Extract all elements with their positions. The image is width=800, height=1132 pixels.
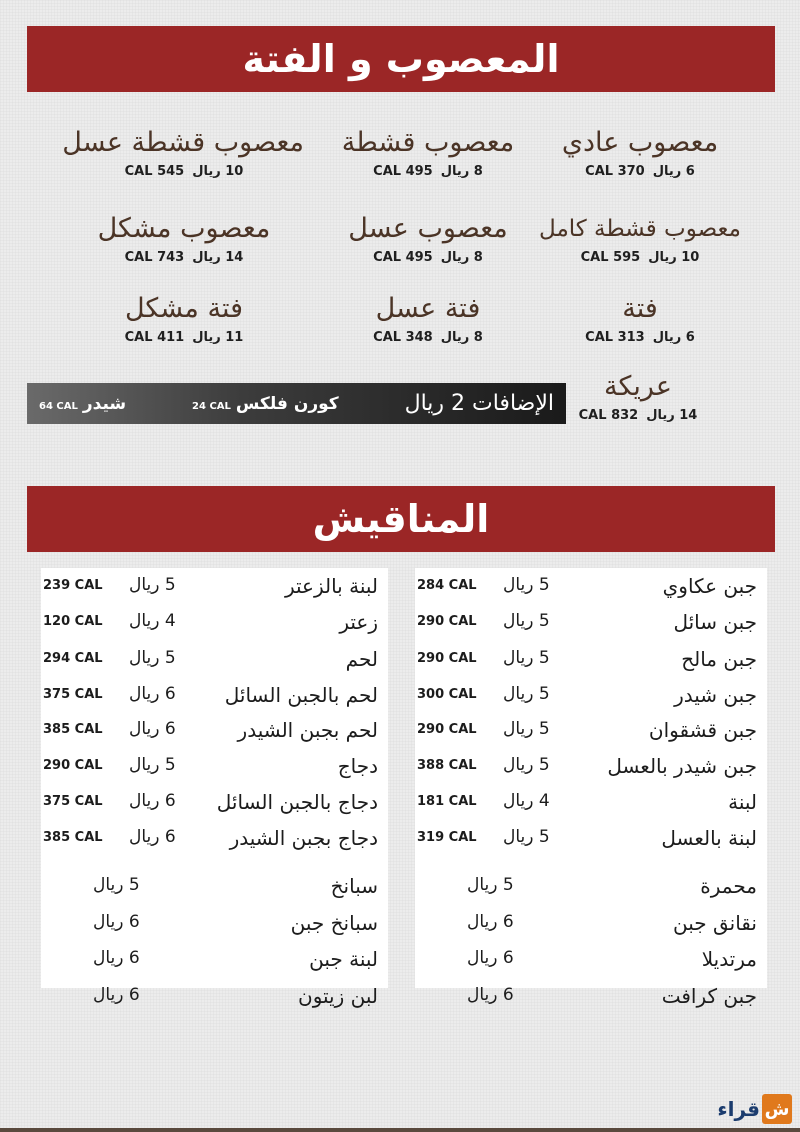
- item-price: 11 ريال: [192, 330, 244, 345]
- item-price: 14 ريال: [192, 250, 244, 265]
- item-calories: 290 CAL: [43, 758, 103, 773]
- item-price: 8 ريال: [440, 330, 483, 345]
- manakish-right-panel: [415, 568, 767, 1008]
- addon-calories: 64 CAL: [39, 400, 78, 412]
- menu-row: [41, 947, 388, 973]
- item-calories: 300 CAL: [417, 687, 477, 702]
- item-price: 6 ريال: [93, 948, 140, 968]
- item-price: 6 ريال: [129, 827, 176, 847]
- item-calories: 388 CAL: [417, 758, 477, 773]
- item-name: معصوب مشكل: [97, 213, 271, 244]
- manakish-left-panel: [41, 568, 388, 1008]
- item-name: فتة: [622, 293, 658, 324]
- menu-row: [415, 754, 767, 780]
- menu-row: [41, 718, 388, 744]
- item-price: 8 ريال: [440, 164, 483, 179]
- item-price: 5 ريال: [467, 875, 514, 895]
- item-name: لحم بالجبن السائل: [224, 683, 378, 707]
- item-calories: 411 CAL: [124, 330, 185, 345]
- item-calories: 375 CAL: [43, 687, 103, 702]
- section-title: المناقيش: [312, 497, 490, 541]
- item-calories: 284 CAL: [417, 578, 477, 593]
- item-calories: 319 CAL: [417, 830, 477, 845]
- item-price: 5 ريال: [503, 648, 550, 668]
- menu-row: [415, 874, 767, 900]
- item-calories: 181 CAL: [417, 794, 477, 809]
- item-calories: 832 CAL: [578, 408, 639, 423]
- item-calories: 120 CAL: [43, 614, 103, 629]
- menu-row: [41, 647, 388, 673]
- item-price: 10 ريال: [648, 250, 700, 265]
- item-price: 5 ريال: [503, 719, 550, 739]
- item-price: 14 ريال: [646, 408, 698, 423]
- item-price: 6 ريال: [93, 985, 140, 1005]
- bottom-border: [0, 1128, 800, 1132]
- item-name: جبن شيدر: [674, 683, 757, 707]
- menu-item: [64, 126, 304, 179]
- item-name: لحم: [345, 647, 378, 671]
- item-name: نقانق جبن: [672, 911, 757, 935]
- menu-item: [308, 212, 548, 265]
- addon-cornflakes: [192, 394, 339, 414]
- addons-bar: [27, 383, 566, 424]
- item-price: 5 ريال: [503, 755, 550, 775]
- item-name: لحم بجبن الشيدر: [237, 718, 378, 742]
- item-calories: 370 CAL: [585, 164, 645, 179]
- item-name: لبن زيتون: [298, 984, 378, 1008]
- menu-item: [308, 126, 548, 179]
- section-banner-masoub: [27, 26, 775, 92]
- item-name: معصوب عسل: [348, 213, 508, 244]
- item-name: معصوب قشطة: [341, 127, 515, 158]
- item-calories: 290 CAL: [417, 722, 477, 737]
- item-calories: 290 CAL: [417, 651, 477, 666]
- item-calories: 385 CAL: [43, 830, 103, 845]
- menu-row: [415, 984, 767, 1010]
- item-price: 6 ريال: [467, 948, 514, 968]
- item-calories: 375 CAL: [43, 794, 103, 809]
- item-calories: 743 CAL: [124, 250, 185, 265]
- item-price: 5 ريال: [503, 611, 550, 631]
- menu-item: [520, 292, 760, 345]
- item-name: زعتر: [339, 610, 378, 634]
- item-calories: 545 CAL: [124, 164, 185, 179]
- menu-row: [41, 911, 388, 937]
- logo-icon: ش: [762, 1094, 792, 1124]
- item-name: دجاج بجبن الشيدر: [229, 826, 378, 850]
- item-price: 6 ريال: [467, 912, 514, 932]
- item-name: جبن سائل: [673, 610, 757, 634]
- item-name: محمرة: [700, 874, 757, 898]
- item-calories: 385 CAL: [43, 722, 103, 737]
- menu-row: [415, 911, 767, 937]
- menu-row: [415, 610, 767, 636]
- menu-item: [308, 292, 548, 345]
- item-calories: 239 CAL: [43, 578, 103, 593]
- item-name: مرتديلا: [701, 947, 757, 971]
- addons-label: الإضافات 2 ريال: [404, 391, 554, 416]
- item-name: فتة مشكل: [124, 293, 244, 324]
- logo-text: قراء: [717, 1097, 760, 1121]
- item-name: عريكة: [604, 371, 672, 402]
- item-price: 6 ريال: [93, 912, 140, 932]
- item-price: 5 ريال: [503, 827, 550, 847]
- item-price: 4 ريال: [129, 611, 176, 631]
- item-price: 5 ريال: [93, 875, 140, 895]
- item-name: لبنة: [728, 790, 757, 814]
- item-name: جبن مالح: [681, 647, 757, 671]
- section-title: المعصوب و الفتة: [242, 37, 560, 81]
- menu-row: [415, 574, 767, 600]
- item-calories: 495 CAL: [373, 164, 433, 179]
- item-calories: 290 CAL: [417, 614, 477, 629]
- menu-row: [41, 574, 388, 600]
- menu-item: [538, 370, 738, 423]
- addon-name: شيدر: [82, 393, 127, 414]
- item-price: 6 ريال: [129, 684, 176, 704]
- menu-row: [41, 790, 388, 816]
- addon-name: كورن فلكس: [235, 393, 339, 414]
- menu-row: [41, 683, 388, 709]
- item-name: سبانخ جبن: [290, 911, 378, 935]
- menu-row: [415, 947, 767, 973]
- section-banner-manakish: [27, 486, 775, 552]
- item-price: 4 ريال: [503, 791, 550, 811]
- item-calories: 348 CAL: [373, 330, 433, 345]
- item-name: جبن قشقوان: [648, 718, 757, 742]
- menu-row: [415, 718, 767, 744]
- addon-cheddar: [39, 394, 126, 414]
- menu-row: [415, 683, 767, 709]
- item-name: معصوب عادي: [561, 127, 719, 158]
- menu-item: [520, 126, 760, 179]
- item-name: جبن كرافت: [661, 984, 757, 1008]
- item-price: 5 ريال: [129, 648, 176, 668]
- item-price: 5 ريال: [503, 684, 550, 704]
- item-price: 6 ريال: [467, 985, 514, 1005]
- menu-item: [64, 212, 304, 265]
- item-price: 5 ريال: [503, 575, 550, 595]
- item-name: معصوب قشطة كامل: [539, 216, 741, 242]
- item-calories: 495 CAL: [373, 250, 433, 265]
- item-name: جبن عكاوي: [662, 574, 757, 598]
- item-calories: 294 CAL: [43, 651, 103, 666]
- menu-item: [64, 292, 304, 345]
- item-name: لبنة بالعسل: [661, 826, 757, 850]
- item-name: فتة عسل: [375, 293, 481, 324]
- item-name: لبنة بالزعتر: [284, 574, 378, 598]
- item-price: 6 ريال: [129, 719, 176, 739]
- item-name: لبنة جبن: [309, 947, 378, 971]
- menu-row: [415, 647, 767, 673]
- menu-row: [415, 826, 767, 852]
- item-price: 5 ريال: [129, 755, 176, 775]
- menu-item: [520, 212, 760, 265]
- item-name: معصوب قشطة عسل: [62, 127, 304, 158]
- menu-row: [41, 754, 388, 780]
- item-price: 6 ريال: [129, 791, 176, 811]
- item-name: جبن شيدر بالعسل: [607, 754, 757, 778]
- item-name: دجاج بالجبن السائل: [216, 790, 378, 814]
- item-name: دجاج: [337, 754, 378, 778]
- item-price: 6 ريال: [652, 164, 695, 179]
- item-price: 5 ريال: [129, 575, 176, 595]
- item-price: 6 ريال: [652, 330, 695, 345]
- item-calories: 313 CAL: [585, 330, 645, 345]
- item-price: 10 ريال: [192, 164, 244, 179]
- addon-calories: 24 CAL: [192, 400, 231, 412]
- menu-row: [41, 610, 388, 636]
- menu-row: [41, 826, 388, 852]
- item-name: سبانخ: [330, 874, 378, 898]
- item-calories: 595 CAL: [580, 250, 641, 265]
- menu-row: [41, 874, 388, 900]
- menu-row: [41, 984, 388, 1010]
- brand-logo: [717, 1094, 792, 1124]
- item-price: 8 ريال: [440, 250, 483, 265]
- menu-row: [415, 790, 767, 816]
